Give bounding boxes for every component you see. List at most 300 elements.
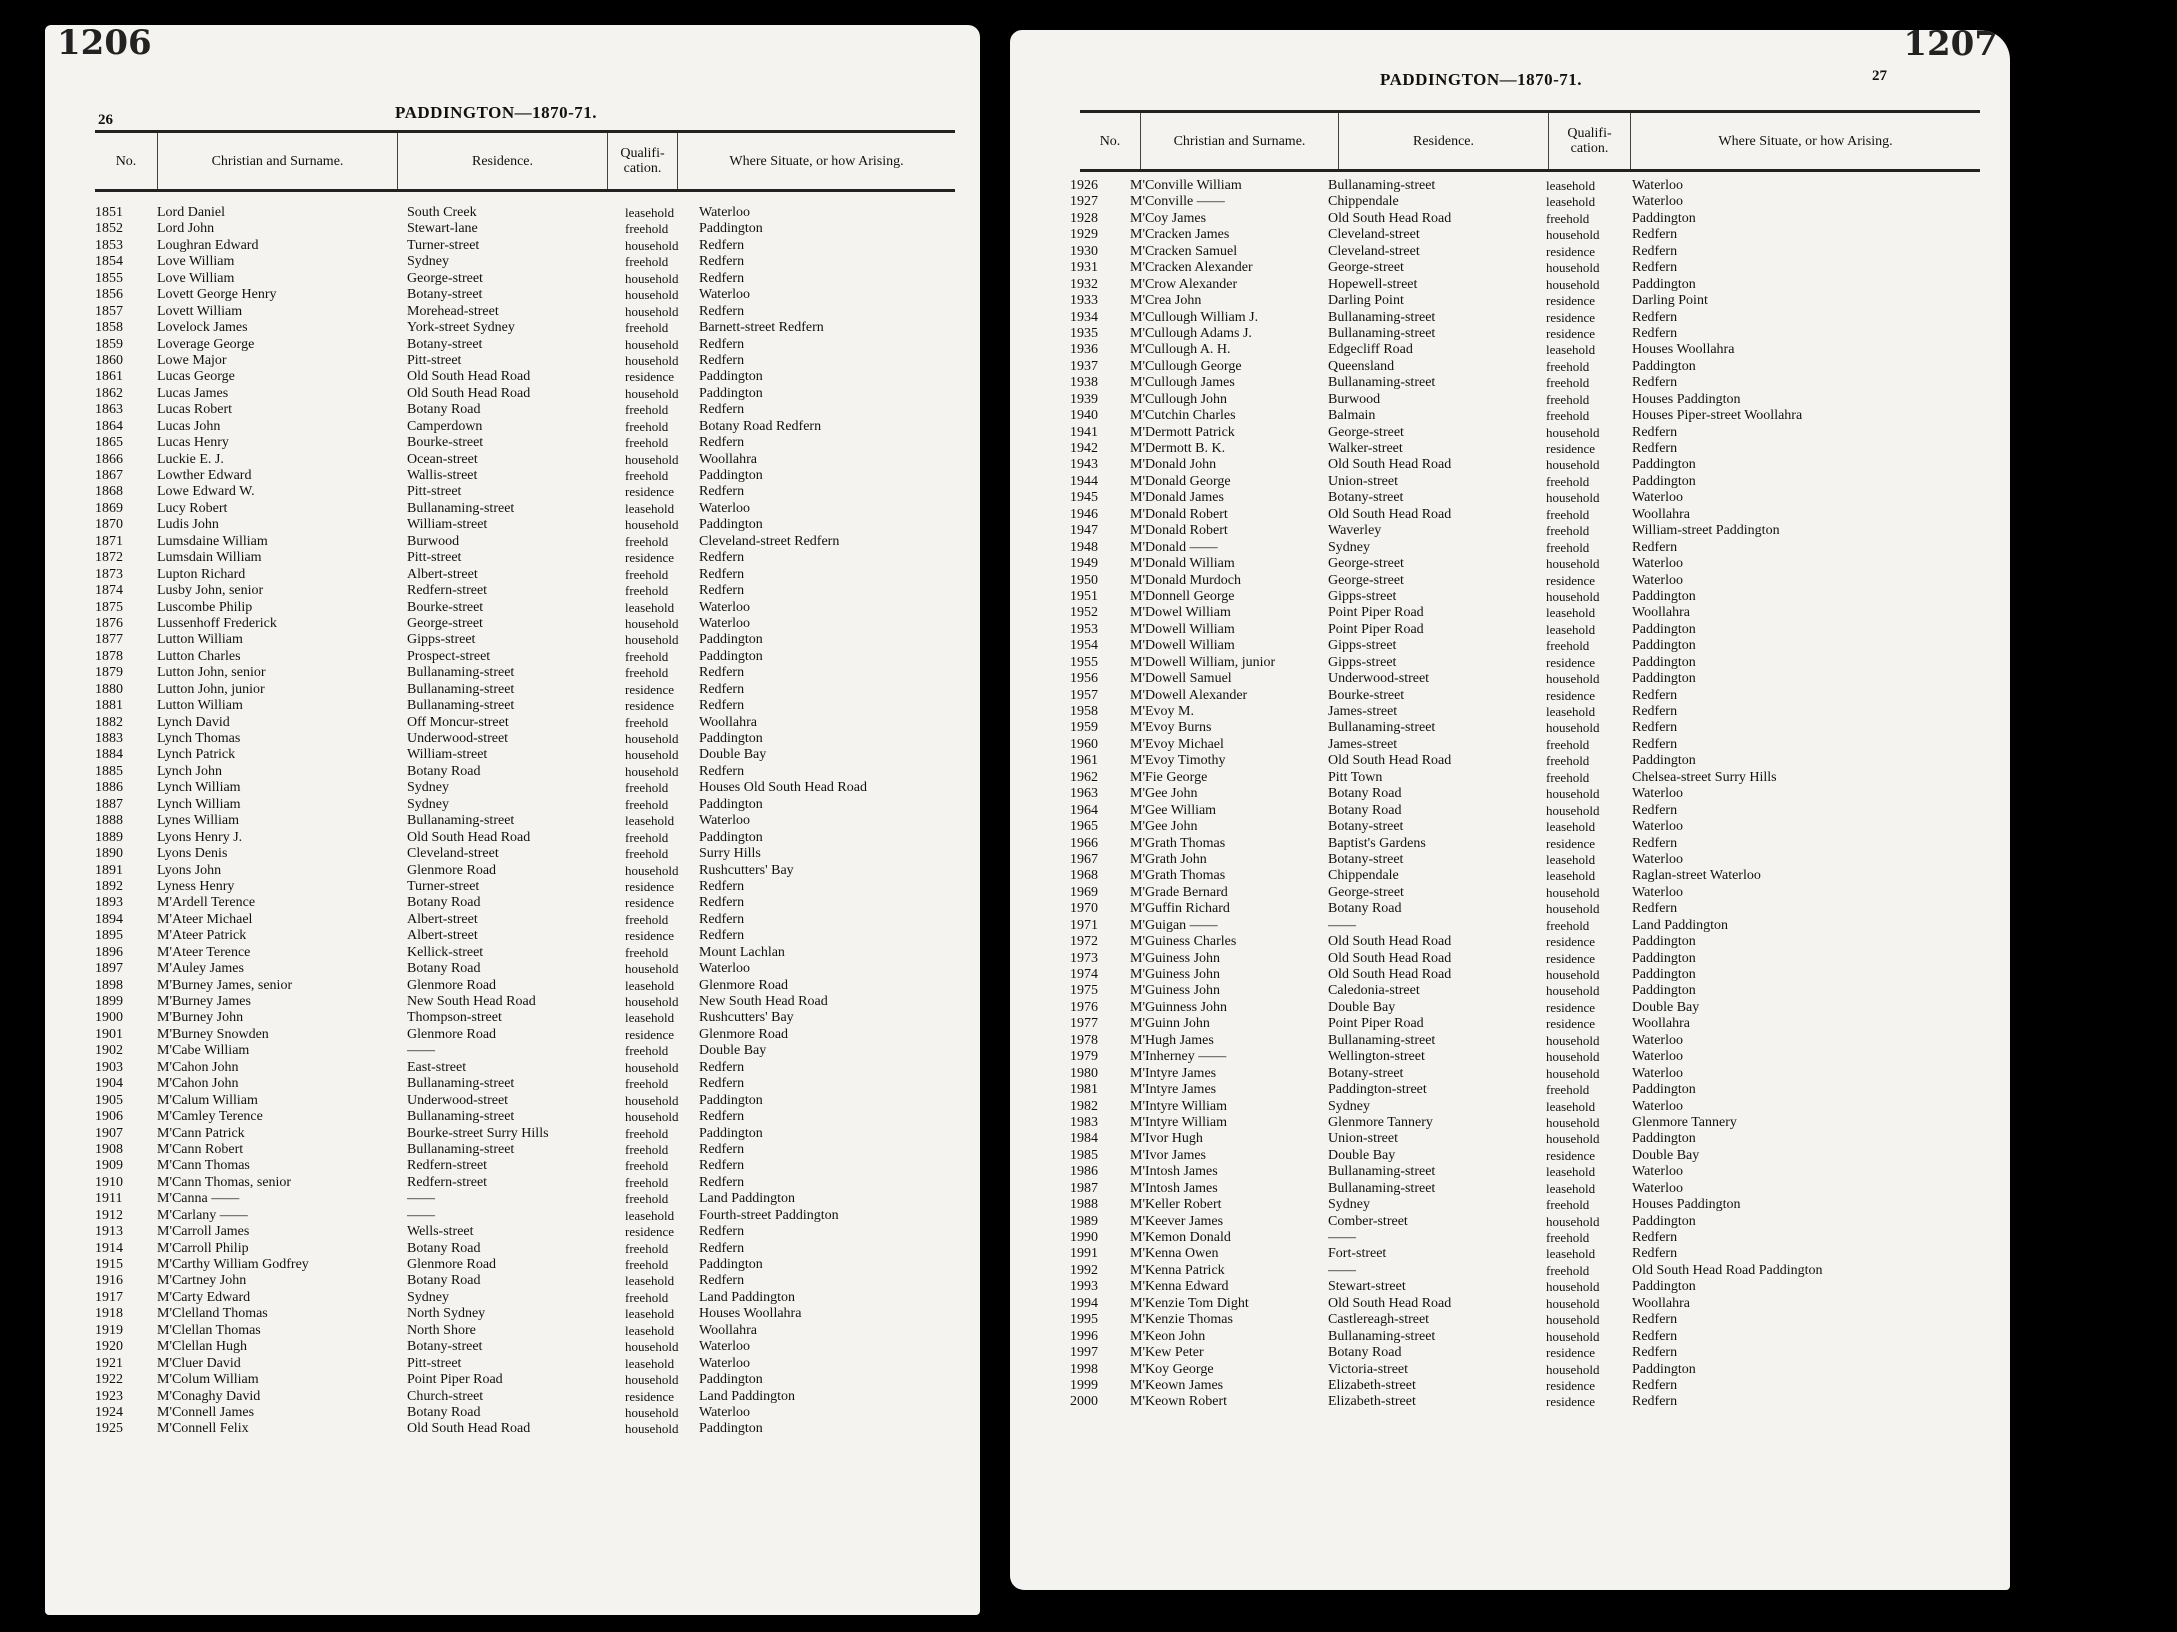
entry-name: M'Cann Thomas, senior [157, 1174, 292, 1190]
entry-residence: William-street [407, 747, 488, 763]
entry-where: Redfern [699, 911, 745, 927]
table-row [1070, 1164, 1962, 1180]
entry-residence: Chippendale [1328, 194, 1399, 210]
entry-number: 1954 [1070, 638, 1098, 654]
table-row [95, 1405, 979, 1421]
table-row [1070, 868, 1962, 884]
entry-residence: Sydney [1328, 539, 1370, 555]
entry-residence: Bullanaming-street [1328, 720, 1436, 736]
entry-residence: Gipps-street [407, 632, 476, 648]
table-row [95, 978, 979, 994]
table-row [95, 895, 979, 911]
table-row [95, 1027, 979, 1043]
table-row [95, 715, 979, 731]
entry-where: Redfern [699, 763, 745, 779]
table-row [95, 337, 979, 353]
table-row [95, 484, 979, 500]
table-row [1070, 704, 1962, 720]
entry-qualification: leasehold [625, 1010, 675, 1026]
table-row [95, 632, 979, 648]
entry-qualification: residence [1546, 309, 1596, 325]
entry-name: Lumsdaine William [157, 533, 268, 549]
table-row [1070, 1279, 1962, 1295]
entry-number: 2000 [1070, 1394, 1098, 1410]
entry-number: 1955 [1070, 654, 1098, 670]
entry-name: Lovett George Henry [157, 287, 277, 303]
entry-name: Lyons Henry J. [157, 829, 243, 845]
entry-residence: Burwood [407, 533, 460, 549]
entry-where: Glenmore Road [699, 1026, 789, 1042]
entry-residence: Bullanaming-street [1328, 1328, 1436, 1344]
entry-name: Lumsdain William [157, 550, 262, 566]
entry-number: 1930 [1070, 243, 1098, 259]
entry-name: Lucas Robert [157, 402, 233, 418]
entry-residence: Bullanaming-street [407, 813, 515, 829]
entry-where: Glenmore Road [699, 977, 789, 993]
table-row [95, 1010, 979, 1026]
entry-number: 1934 [1070, 309, 1098, 325]
entry-residence: North Sydney [407, 1306, 486, 1322]
entry-qualification: leasehold [625, 1273, 675, 1289]
table-row [1070, 392, 1962, 408]
entry-name: Lussenhoff Frederick [157, 615, 277, 631]
entry-qualification: residence [1546, 1147, 1596, 1163]
entry-where: Paddington [699, 829, 763, 845]
table-row [1070, 934, 1962, 950]
entry-where: Redfern [1632, 1230, 1678, 1245]
entry-residence: Glenmore Road [407, 862, 497, 878]
table-row [95, 945, 979, 961]
entry-qualification: leasehold [1546, 605, 1596, 621]
entry-qualification: residence [1546, 1345, 1596, 1361]
table-row [1070, 474, 1962, 490]
table-row [1070, 457, 1962, 473]
entry-where: Mount Lachlan [699, 944, 785, 960]
entry-qualification: freehold [625, 1289, 669, 1305]
entry-residence: South Creek [407, 205, 477, 220]
table-row [95, 731, 979, 747]
entry-number: 1867 [95, 468, 123, 483]
entry-qualification: leasehold [625, 599, 675, 615]
entry-number: 1999 [1070, 1377, 1098, 1393]
entry-number: 1995 [1070, 1312, 1098, 1328]
entry-qualification: household [1546, 1114, 1600, 1130]
entry-name: M'Cullough George [1130, 358, 1242, 374]
entry-qualification: household [1546, 1279, 1600, 1295]
entry-qualification: household [625, 1339, 679, 1355]
entry-number: 1984 [1070, 1131, 1098, 1147]
entry-name: M'Evoy Burns [1130, 720, 1212, 736]
entry-residence: Bourke-street [407, 599, 484, 615]
entry-name: M'Ateer Patrick [157, 928, 247, 944]
entry-qualification: freehold [625, 320, 669, 336]
entry-number: 1875 [95, 599, 123, 615]
entry-qualification: household [1546, 1328, 1600, 1344]
entry-where: Waterloo [1632, 490, 1683, 506]
entry-number: 1911 [95, 1191, 123, 1207]
entry-qualification: freehold [625, 583, 669, 599]
entry-number: 1993 [1070, 1279, 1098, 1295]
entry-where: Waterloo [1632, 1032, 1683, 1048]
table-row [1070, 983, 1962, 999]
entry-where: Redfern [1632, 736, 1678, 752]
entry-where: Paddington [1632, 621, 1696, 637]
entry-name: M'Evoy M. [1130, 704, 1194, 719]
entry-number: 1895 [95, 928, 123, 944]
entry-number: 1962 [1070, 769, 1098, 785]
entry-where: Old South Head Road Paddington [1632, 1262, 1823, 1278]
entry-where: Redfern [1632, 720, 1678, 736]
entry-name: M'Ateer Michael [157, 911, 253, 927]
entry-where: Land Paddington [1632, 917, 1729, 933]
entry-qualification: leasehold [625, 1306, 675, 1322]
entry-name: M'Inherney —— [1130, 1049, 1227, 1065]
entry-residence: Albert-street [407, 928, 478, 944]
entry-qualification: freehold [1546, 736, 1590, 752]
entry-name: M'Cabe William [157, 1043, 250, 1059]
entry-number: 1861 [95, 369, 123, 385]
entry-name: M'Clellan Thomas [157, 1322, 261, 1338]
entry-qualification: freehold [625, 1174, 669, 1190]
entry-qualification: freehold [1546, 753, 1590, 769]
table-row [95, 747, 979, 763]
entry-name: M'Carroll Philip [157, 1240, 249, 1256]
entry-number: 1860 [95, 352, 123, 368]
entry-where: Redfern [1632, 835, 1678, 851]
entry-where: Waterloo [1632, 194, 1683, 210]
entry-where: Paddington [699, 1257, 763, 1272]
entry-number: 1915 [95, 1257, 123, 1272]
table-row [1070, 194, 1962, 210]
entry-residence: Old South Head Road [1328, 934, 1452, 950]
entry-qualification: freehold [625, 665, 669, 681]
table-row [95, 550, 979, 566]
entry-number: 1896 [95, 944, 123, 960]
entry-where: Woollahra [1632, 506, 1690, 522]
entry-qualification: household [625, 862, 679, 878]
entry-where: Redfern [1632, 539, 1678, 555]
table-row [1070, 1263, 1962, 1279]
entry-residence: Turner-street [407, 237, 480, 253]
entry-where: Paddington [1632, 753, 1696, 769]
entry-where: Redfern [699, 484, 745, 500]
entry-name: Luscombe Philip [157, 599, 253, 615]
entry-number: 1957 [1070, 687, 1098, 703]
table-row [1070, 293, 1962, 309]
entry-where: Redfern [699, 435, 745, 451]
entry-where: Woollahra [699, 1322, 757, 1338]
entry-where: Waterloo [1632, 178, 1683, 193]
entry-qualification: freehold [625, 714, 669, 730]
entry-residence: Botany Road [407, 1404, 481, 1420]
entry-residence: Cleveland-street [407, 846, 499, 862]
entry-where: Redfern [1632, 1246, 1678, 1262]
entry-where: Redfern [699, 1059, 745, 1075]
entry-number: 1989 [1070, 1213, 1098, 1229]
entry-residence: Botany-street [1328, 819, 1404, 835]
entry-qualification: household [1546, 490, 1600, 506]
entry-number: 1974 [1070, 967, 1098, 982]
entry-qualification: household [625, 1092, 679, 1108]
entry-residence: Bullanaming-street [407, 698, 515, 714]
table-row [95, 1109, 979, 1125]
entry-where: Redfern [699, 336, 745, 352]
entry-where: Redfern [1632, 1328, 1678, 1344]
entry-name: M'Calum William [157, 1092, 258, 1108]
entry-number: 1961 [1070, 753, 1098, 769]
entry-number: 1853 [95, 237, 123, 253]
entry-number: 1998 [1070, 1361, 1098, 1377]
entry-number: 1929 [1070, 227, 1098, 243]
entry-residence: Queensland [1328, 358, 1395, 374]
entry-qualification: residence [1546, 325, 1596, 341]
entry-where: Redfern [699, 1224, 745, 1240]
entry-qualification: freehold [1546, 210, 1590, 226]
entry-residence: Union-street [1328, 1131, 1398, 1147]
entry-name: M'Cann Robert [157, 1141, 244, 1157]
entry-qualification: freehold [1546, 391, 1590, 407]
entry-where: Redfern [1632, 243, 1678, 259]
header-residence: Residence. [1338, 113, 1548, 169]
entry-residence: East-street [407, 1059, 467, 1075]
table-row [95, 1306, 979, 1322]
entry-name: Lucas James [157, 385, 229, 401]
entry-number: 1987 [1070, 1180, 1098, 1196]
entry-residence: —— [407, 1043, 435, 1059]
entry-qualification: leasehold [1546, 704, 1596, 719]
entry-where: Redfern [1632, 309, 1678, 325]
entry-where: Paddington [699, 731, 763, 746]
table-row [1070, 1214, 1962, 1230]
table-row [95, 221, 979, 237]
entry-residence: Botany-street [1328, 851, 1404, 867]
table-row [1070, 260, 1962, 276]
entry-qualification: household [1546, 901, 1600, 917]
entry-name: M'Cracken Alexander [1130, 260, 1253, 276]
entry-qualification: freehold [625, 468, 669, 483]
entry-name: Love William [157, 270, 235, 286]
entry-qualification: residence [625, 550, 675, 566]
table-row [1070, 1082, 1962, 1098]
entry-number: 1964 [1070, 802, 1098, 818]
entry-qualification: freehold [625, 780, 669, 796]
entry-qualification: freehold [1546, 523, 1590, 539]
entry-qualification: freehold [1546, 1082, 1590, 1098]
entry-number: 1965 [1070, 819, 1098, 835]
entry-where: Waterloo [1632, 1180, 1683, 1196]
entry-qualification: household [1546, 276, 1600, 292]
entry-qualification: freehold [625, 796, 669, 812]
entry-where: Redfern [699, 583, 745, 599]
entry-where: Paddington [1632, 967, 1696, 982]
entry-qualification: household [625, 747, 679, 763]
entry-name: Lusby John, senior [157, 583, 264, 599]
table-row [1070, 786, 1962, 802]
entry-qualification: residence [1546, 1377, 1596, 1393]
table-row [95, 534, 979, 550]
entry-where: Waterloo [1632, 851, 1683, 867]
entry-number: 1971 [1070, 917, 1098, 933]
entry-number: 1978 [1070, 1032, 1098, 1048]
entry-name: Lutton William [157, 632, 243, 648]
entry-number: 1953 [1070, 621, 1098, 637]
entry-qualification: household [1546, 424, 1600, 440]
entry-name: M'Guiness John [1130, 967, 1221, 982]
entry-name: M'Colum William [157, 1372, 259, 1388]
table-row [1070, 573, 1962, 589]
header-where: Where Situate, or how Arising. [1630, 113, 1980, 169]
table-row [95, 863, 979, 879]
table-row [95, 928, 979, 944]
entry-qualification: freehold [625, 648, 669, 664]
table-row [95, 912, 979, 928]
entry-where: Redfern [1632, 441, 1678, 456]
entry-residence: —— [1328, 1262, 1356, 1278]
entry-name: M'Evoy Michael [1130, 736, 1224, 752]
entry-residence: Glenmore Tannery [1328, 1114, 1433, 1130]
entry-qualification: leasehold [1546, 1246, 1596, 1262]
entry-qualification: household [625, 731, 679, 746]
table-row [95, 1356, 979, 1372]
entry-where: Paddington [1632, 654, 1696, 670]
entry-number: 1975 [1070, 983, 1098, 999]
entry-number: 1902 [95, 1043, 123, 1059]
entry-qualification: freehold [1546, 473, 1590, 489]
entry-where: Raglan-street Waterloo [1632, 868, 1761, 884]
entry-residence: Pitt-street [407, 484, 462, 500]
table-row [95, 369, 979, 385]
entry-qualification: household [1546, 671, 1600, 687]
entry-name: M'Grath John [1130, 851, 1207, 867]
entry-where: Fourth-street Paddington [699, 1207, 839, 1223]
entry-where: Surry Hills [699, 846, 761, 862]
entry-where: Paddington [1632, 276, 1696, 292]
table-row [1070, 1016, 1962, 1032]
entry-where: Paddington [699, 369, 763, 385]
entry-name: M'Kenna Edward [1130, 1279, 1229, 1295]
entry-name: Lucas George [157, 369, 235, 385]
entry-name: Loverage George [157, 336, 255, 352]
entry-where: Land Paddington [699, 1388, 796, 1404]
table-row [95, 1126, 979, 1142]
entry-number: 1980 [1070, 1065, 1098, 1081]
entry-residence: Pitt-street [407, 352, 462, 368]
entry-qualification: residence [625, 928, 675, 944]
entry-residence: William-street [407, 517, 488, 533]
entry-name: M'Dermott B. K. [1130, 441, 1226, 456]
entry-where: Double Bay [699, 747, 767, 763]
entry-residence: Old South Head Road [1328, 950, 1452, 966]
entry-residence: Old South Head Road [1328, 967, 1452, 982]
entry-number: 1952 [1070, 605, 1098, 621]
table-row [95, 600, 979, 616]
table-row [95, 238, 979, 254]
entry-residence: Glenmore Road [407, 1026, 497, 1042]
entry-name: M'Carty Edward [157, 1289, 251, 1305]
entry-qualification: leasehold [625, 205, 675, 220]
entry-residence: Bullanaming-street [1328, 178, 1436, 193]
entry-qualification: residence [1546, 1394, 1596, 1410]
entry-residence: Baptist's Gardens [1328, 835, 1426, 851]
entry-where: Land Paddington [699, 1191, 796, 1207]
entry-residence: Old South Head Road [407, 369, 531, 385]
table-row [1070, 1230, 1962, 1246]
entry-qualification: freehold [625, 1125, 669, 1141]
entry-qualification: leasehold [625, 500, 675, 516]
entry-residence: —— [1328, 917, 1356, 933]
entry-qualification: residence [1546, 999, 1596, 1015]
running-head: PADDINGTON—1870-71. [395, 103, 598, 122]
entry-qualification: freehold [1546, 638, 1590, 654]
entry-name: Lynch David [157, 714, 230, 730]
table-row [95, 1257, 979, 1273]
right-page [1010, 30, 2010, 1590]
entry-number: 1941 [1070, 424, 1098, 440]
entry-number: 1992 [1070, 1262, 1098, 1278]
entry-residence: Union-street [1328, 473, 1398, 489]
entry-number: 1908 [95, 1141, 123, 1157]
entry-residence: Point Piper Road [1328, 1016, 1424, 1032]
entry-where: Botany Road Redfern [699, 418, 822, 434]
table-row [1070, 967, 1962, 983]
header-qualification: Qualifi- cation. [1548, 113, 1630, 169]
entry-where: Paddington [699, 517, 763, 533]
entry-name: M'Ivor James [1130, 1147, 1207, 1163]
entry-qualification: household [625, 994, 679, 1009]
entry-number: 1897 [95, 961, 123, 977]
entry-where: Redfern [699, 352, 745, 368]
entry-qualification: freehold [625, 402, 669, 418]
table-row [95, 616, 979, 632]
table-row [1070, 753, 1962, 769]
entry-number: 1972 [1070, 934, 1098, 950]
entry-qualification: freehold [625, 1257, 669, 1272]
entry-name: M'Guigan —— [1130, 917, 1218, 933]
entry-number: 1877 [95, 632, 123, 648]
entry-residence: Pitt-street [407, 1355, 462, 1371]
entry-where: Houses Paddington [1632, 391, 1741, 407]
entry-where: Paddington [1632, 588, 1696, 604]
table-row [1070, 1394, 1962, 1410]
entry-where: Redfern [699, 1109, 745, 1125]
table-row [1070, 441, 1962, 457]
entry-number: 1942 [1070, 441, 1098, 456]
table-row [1070, 803, 1962, 819]
entry-where: Redfern [1632, 1345, 1678, 1361]
entry-where: Redfern [1632, 1312, 1678, 1328]
entry-qualification: household [625, 303, 679, 319]
entry-qualification: freehold [1546, 1197, 1590, 1213]
entry-residence: Paddington-street [1328, 1082, 1427, 1098]
entry-where: Redfern [1632, 704, 1678, 719]
entry-number: 1878 [95, 648, 123, 664]
entry-residence: Bullanaming-street [1328, 309, 1436, 325]
table-row [1070, 737, 1962, 753]
entry-where: Waterloo [699, 205, 750, 220]
entry-name: M'Donald —— [1130, 539, 1218, 555]
entry-where: Paddington [699, 648, 763, 664]
entry-where: Double Bay [1632, 999, 1700, 1015]
entry-qualification: household [625, 1404, 679, 1420]
entry-name: M'Dowell Alexander [1130, 687, 1248, 703]
entry-name: M'Cracken Samuel [1130, 243, 1238, 259]
entry-number: 1966 [1070, 835, 1098, 851]
entry-qualification: freehold [625, 846, 669, 862]
entry-where: Waterloo [699, 961, 750, 977]
table-row [1070, 605, 1962, 621]
entry-residence: James-street [1328, 704, 1398, 719]
entry-qualification: freehold [1546, 1230, 1590, 1245]
